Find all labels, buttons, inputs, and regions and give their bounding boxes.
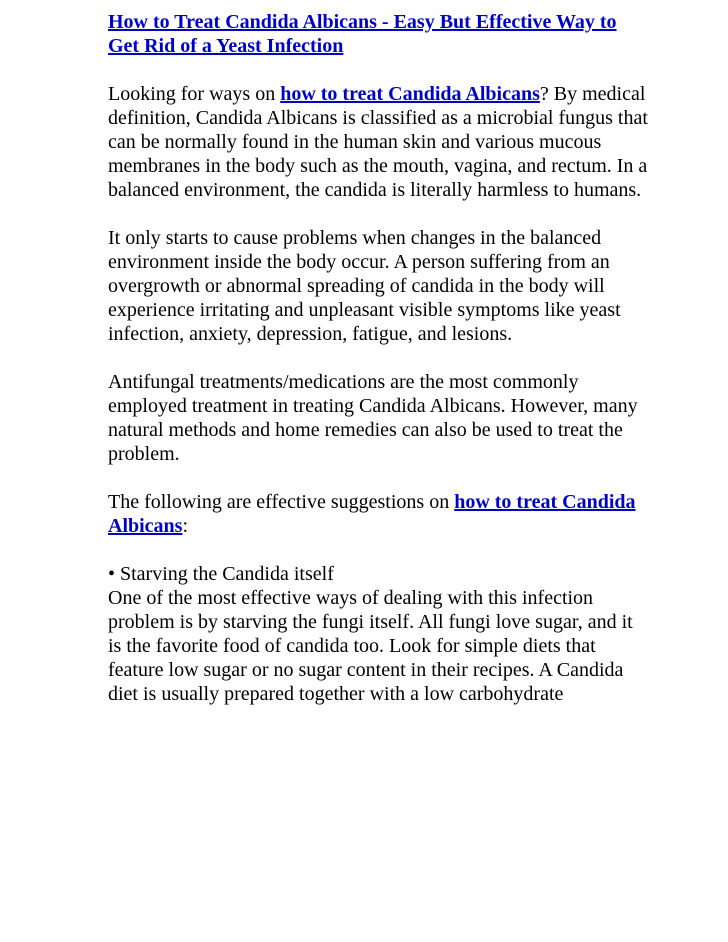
paragraph-treatments: Antifungal treatments/medications are the most commonly employed treatment in treating Candida Albicans. However, many natural methods and home remedies can also be used to treat the problem. (108, 371, 638, 465)
paragraph-intro (108, 82, 648, 202)
article-title-link[interactable]: How to Treat Candida Albicans - Easy But Effective Way to Get Rid of a Yeast Infection (108, 11, 617, 57)
how-to-treat-link-1[interactable]: how to treat Candida Albicans (280, 83, 540, 105)
bullet-heading-starving: • Starving the Candida itself (108, 563, 334, 585)
paragraph-problems: It only starts to cause problems when changes in the balanced environment inside the body occur. A person suffering from an overgrowth or abnormal spreading of candida in the body will experience irritating and unpleasant visible symptoms like yeast infection, anxiety, depression, fatigue, and lesions. (108, 227, 621, 345)
paragraph-suggestions-lead: The following are effective suggestions on (108, 491, 455, 513)
article-title[interactable] (108, 10, 648, 58)
how-to-treat-link-2[interactable]: how to treat Candida Albicans (108, 491, 636, 537)
document-page (108, 10, 648, 706)
bullet-body-starving: One of the most effective ways of dealing with this infection problem is by starving the fungi itself. All fungi love sugar, and it is the favorite food of candida too. Look for simple diets that feature low sugar or no sugar content in their recipes. A Candida diet is usually prepared together with a low carbohydrate (108, 587, 633, 705)
paragraph-suggestions (108, 490, 648, 538)
paragraph-suggestions-colon: : (182, 515, 189, 537)
paragraph-intro-lead: Looking for ways on (108, 83, 281, 105)
paragraph-intro-rest: ? By medical definition, Candida Albicans is classified as a microbial fungus that can be normally found in the human skin and various mucous membranes in the body such as the mouth, vagina, and rectum. In a balanced environment, the candida is literally harmless to humans. (108, 83, 648, 201)
